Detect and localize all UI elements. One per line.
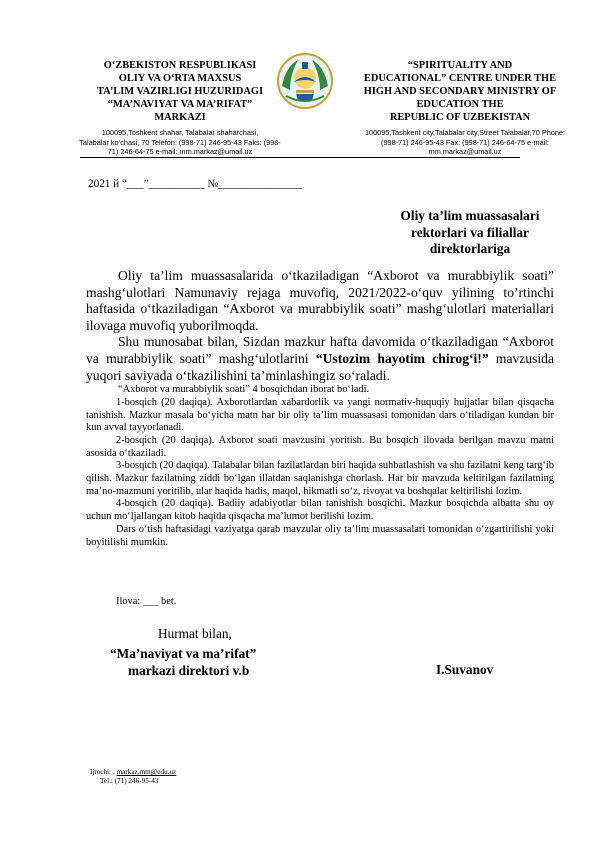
org-name-uz-line: “MA’NAVIYAT VA MA’RIFAT” <box>107 99 253 110</box>
address-en <box>355 128 575 157</box>
org-name-uz-line: O‘ZBEKISTON RESPUBLIKASI <box>103 60 257 71</box>
paragraph-stage-3: 3-bosqich (20 daqiqa). Talabalar bilan fazilatlardan biri haqida suhbatlashish va shu fazilatni keng targ‘ib qilish. Mazkur fazilatning ziddi bo‘lgan illatdan saqlanishga chorlash. Har bir mavzuda keltirilgan fazilatning ma’no-mazmuni yoritilib, ular haqida hadis, maqol, hikmatli so‘z, rivoyat va boshqalar keltirilishi lozim. <box>86 460 554 497</box>
date-number-line: 2021 й “___”__________ №_______________ <box>88 178 302 190</box>
greeting: Hurmat bilan, <box>158 626 232 641</box>
recipient-line: direktorlariga <box>429 241 511 256</box>
recipient-line: Oliy ta’lim muassasalari <box>400 208 540 223</box>
paragraph-request <box>86 334 554 384</box>
paragraph-note: Dars o‘tish haftasidagi vaziyatga qarab mavzular oliy ta’lim muassasalari tomonidan o‘zgartirilishi yoki boyitilishi mumkin. <box>86 523 554 548</box>
header-divider <box>80 157 520 158</box>
state-emblem-icon <box>276 52 334 110</box>
paragraph-stage-2: 2-bosqich (20 daqiqa). Axborot soati mavzusini yoritish. Bu bosqich ilovada berilgan mavzu matni asosida o‘tkaziladi. <box>86 434 554 459</box>
signatory-org-line: “Ma’naviyat va ma’rifat” <box>110 646 257 661</box>
paragraph-stage-1: 1-bosqich (20 daqiqa). Axborotlardan xabardorlik va yangi normativ-huquqiy hujjatlar bilan qisqacha tanishish. Mazkur masala bo‘yicha matn har bir oliy ta’lim muassasasi tomonidan dars o‘tiladigan kundan bir kun avval tayyorlanadi. <box>86 396 554 434</box>
request-text-end: mavzusida yuqori saviyada o‘tkazilishini ta’minlashingiz so‘raladi. <box>86 350 554 383</box>
org-name-uz-line: TA’LIM VAZIRLIGI HUZURIDAGI <box>96 86 264 97</box>
executor-line <box>90 768 176 777</box>
executor-label: Ijrochi: , <box>90 768 115 776</box>
signatory-name: I.Suvanov <box>436 662 494 677</box>
org-name-en-line: “SPIRITUALITY AND <box>407 60 513 71</box>
executor-footer <box>90 768 176 785</box>
address-en-line: (998-71) 246-95-43 Fax: (998-71) 246-64-75 e-mail: <box>381 137 549 147</box>
attachment-note: Ilova: ___ bet. <box>116 596 177 607</box>
address-uz-line: Talabalar ko‘chasi, 70 Telefon: (998-71) 246-95-43 Faks: (998- <box>79 137 281 147</box>
recipient-line: rektorlari va filiallar <box>411 224 529 240</box>
address-uz <box>65 128 295 157</box>
request-text: Shu munosabat bilan, Sizdan mazkur hafta davomida o‘tkaziladigan “Axborot va murabbiylik soati” mashg‘ulotlarini <box>86 334 554 366</box>
paragraph-intro: Oliy ta’lim muassasalarida o‘tkaziladigan “Axborot va murabbiylik soati” mashg‘ulotlari Namunaviy rejaga muvofiq, 2021/2022-o‘quv yilining to’rtinchi haftasida o‘tkaziladigan “Axborot va murabbiylik soati” mashg‘ulotlari materiallari ilovaga muvofiq yuborilmoqda. <box>86 268 554 333</box>
org-name-en-line: EDUCATION THE <box>416 99 504 110</box>
address-en-line: 100095,Tashkent city,Talabalar city,Street Talabalar,70 Phone: <box>365 128 565 137</box>
org-name-en <box>340 59 580 124</box>
paragraph-stages-intro: “Axborot va murabbiylik soati” 4 bosqichdan iborat bo‘ladi. <box>118 384 370 396</box>
signatory-org <box>110 646 256 679</box>
address-uz-line: 100095,Toshkent shahar, Talabalar shaharchasi, <box>101 128 259 137</box>
paragraph-stage-4: 4-bosqich (20 daqiqa). Badiiy adabiyotlar bilan tanishish bosqichi. Mazkur bosqichda albatta shu oy uchun mo‘ljallangan kitob haqida qisqacha ma’lumot berilishi lozim. <box>86 498 554 523</box>
letter-body <box>86 268 554 549</box>
org-name-uz-line: OLIY VA O‘RTA MAXSUS <box>118 73 242 84</box>
signatory-org-line: markazi direktori v.b <box>128 662 250 678</box>
executor-email-link[interactable]: markaz.mm@edu.uz <box>116 768 177 776</box>
address-en-line: mm.markaz@umail.uz <box>428 147 502 156</box>
org-name-uz-line: MARKAZI <box>154 112 206 123</box>
org-name-uz <box>60 59 300 124</box>
executor-phone: Tel.: (71) 246-95-43 <box>100 776 159 785</box>
org-name-en-line: EDUCATIONAL” CENTRE UNDER THE <box>363 73 557 84</box>
recipient-block <box>390 208 550 258</box>
address-uz-line: 71) 246-64-75 e-mail: mm.markaz@umail.uz <box>107 147 253 156</box>
org-name-en-line: REPUBLIC OF UZBEKISTAN <box>389 112 531 123</box>
topic-title: “Ustozim hayotim chirog‘i!” <box>315 350 489 366</box>
org-name-en-line: HIGH AND SECONDARY MINISTRY OF <box>363 86 557 97</box>
